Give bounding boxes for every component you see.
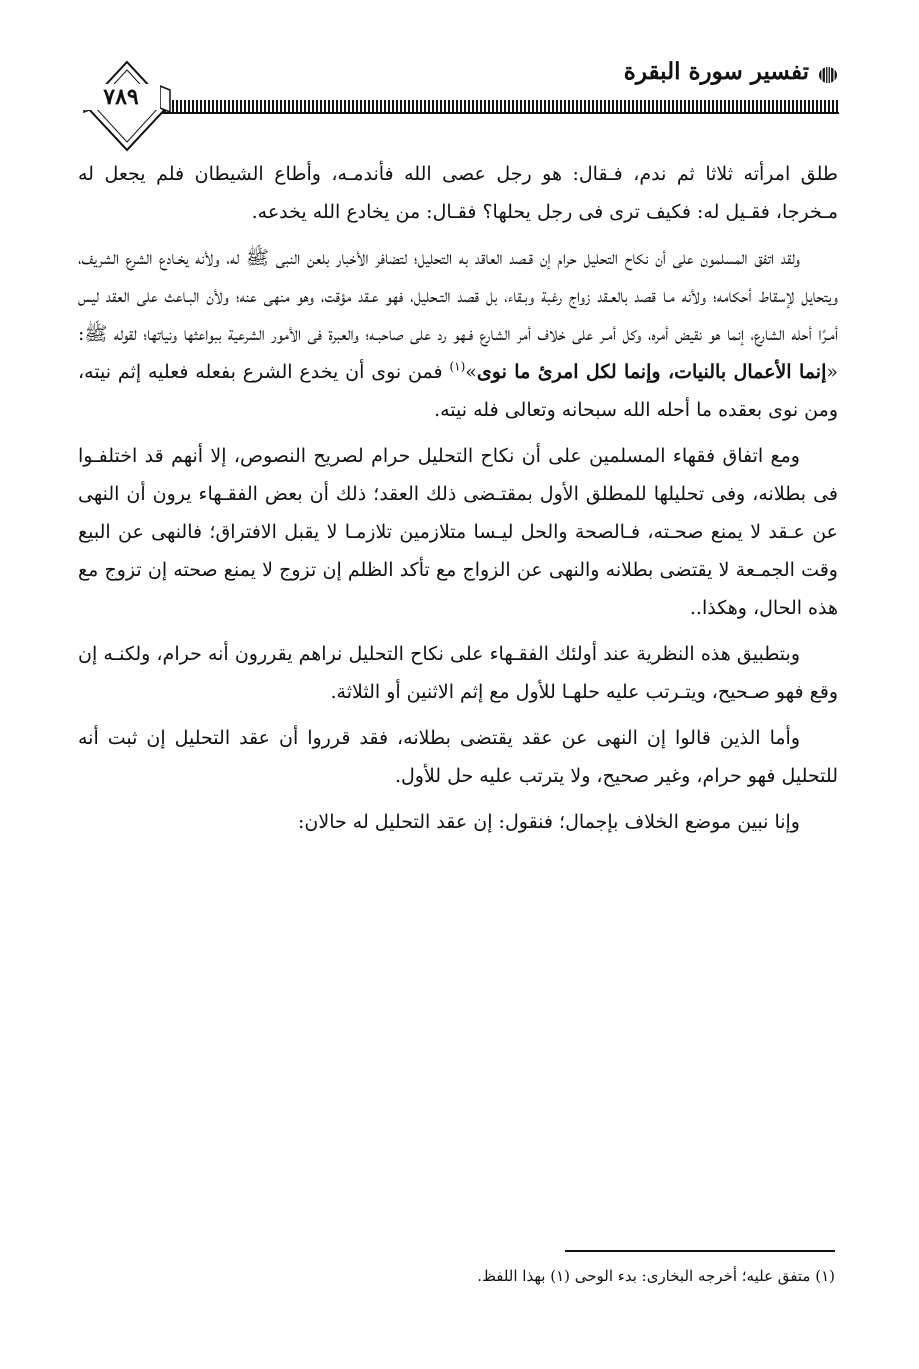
paragraph-text: طلق امرأته ثلاثا ثم ندم، فـقال: هو رجل عصى الله فأندمـه، وأطاع الشيطان فلم يجعل له مـخرجا، فقـيل له: فكيف ترى فى رجل يحلها؟ فقـال: من يخادع الله يخدعه. bbox=[78, 163, 838, 223]
paragraph bbox=[78, 635, 838, 711]
page-number: ٧٨٩ bbox=[82, 84, 160, 110]
paragraph-text: » bbox=[465, 361, 477, 383]
header-rule bbox=[160, 100, 839, 114]
paragraph-text: فمن نوى أن يخدع الشرع بفعله فعليه إثم نيته، ومن نوى بعقده ما أحله الله سبحانه وتعالى فله نيته. bbox=[78, 361, 838, 421]
paragraph-text: وإنا نبين موضع الخلاف بإجمال؛ فنقول: إن عقد التحليل له حالان: bbox=[298, 811, 800, 833]
paragraph bbox=[78, 437, 838, 627]
paragraph bbox=[78, 719, 838, 795]
page-header bbox=[0, 0, 919, 160]
flower-ornament-icon bbox=[817, 65, 839, 85]
footnote-marker: (١) bbox=[449, 359, 466, 374]
hadith-quote: إنما الأعمال بالنيات، وإنما لكل امرئ ما نوى bbox=[476, 361, 827, 383]
footnote: (١) متفق عليه؛ أخرجه البخارى: بدء الوحى (١) بهذا اللفظ. bbox=[477, 1267, 835, 1285]
paragraph bbox=[78, 803, 838, 841]
body-text bbox=[78, 155, 838, 849]
paragraph bbox=[78, 155, 838, 231]
footnote-divider bbox=[565, 1250, 835, 1252]
paragraph-text: وأما الذين قالوا إن النهى عن عقد يقتضى بطلانه، فقد قرروا أن عقد التحليل إن ثبت أنه للتحليل فهو حرام، وغير صحيح، ولا يترتب عليه حل للأول. bbox=[78, 727, 838, 787]
paragraph-text: وبتطبيق هذه النظرية عند أولئك الفقـهاء على نكاح التحليل نراهم يقررون أنه حرام، ولكنـه إن وقع فهو صـحيح، ويتـرتب عليه حلهـا للأول مع إثم الاثنين أو الثلاثة. bbox=[78, 643, 838, 703]
paragraph-text: ومع اتفاق فقهاء المسلمين على أن نكاح التحليل حرام لصريح النصوص، إلا أنهم قد اختلفـوا فى بطلانه، وفى تحليلها للمطلق الأول بمقتـضى ذلك العقد؛ ذلك أن بعض الفقـهاء يرون أن النهى عن عـقد لا يمنع صحـته، فـالصحة والحل ليـسا متلازمين تلازمـا لا يقبل الافتراق؛ فالنهى عن البيع وقت الجمـعة لا يقتضى بطلانه والنهى عن الزواج مع تأكد الظلم إن تزوج لا يمنع صحته إن تزوج مع هذه الحال، وهكذا.. bbox=[78, 445, 838, 619]
paragraph-text: ولقد اتفق المسلمون على أن نكاح التحليل حرام إن قـصد العاقد به التحليل؛ لتضافر الأخبار بلعن النبى ﷺ له، ولأنه يخـادع الشرع الشريف، ويتحايل لإسقاط أحكامه؛ ولأنه مـا قصد بالعـقد زواج رغبة وبـقاء، بل قصد التـحليل، فهو عـقد مؤقت، وهو منهى عنه؛ ولأن البـاعث على العقد ليس أمـرًا أحله الشارع، إنما هو نقيض أمره، وكل أمـر على خلاف أمر الشارع فـهو رد على صاحبـه؛ والعبرة فى الأمور الشرعية ببواعثها ونياتها؛ لقوله ﷺ: « bbox=[78, 247, 838, 383]
running-header-title: تفسير سورة البقرة bbox=[623, 58, 809, 85]
paragraph bbox=[78, 239, 838, 429]
